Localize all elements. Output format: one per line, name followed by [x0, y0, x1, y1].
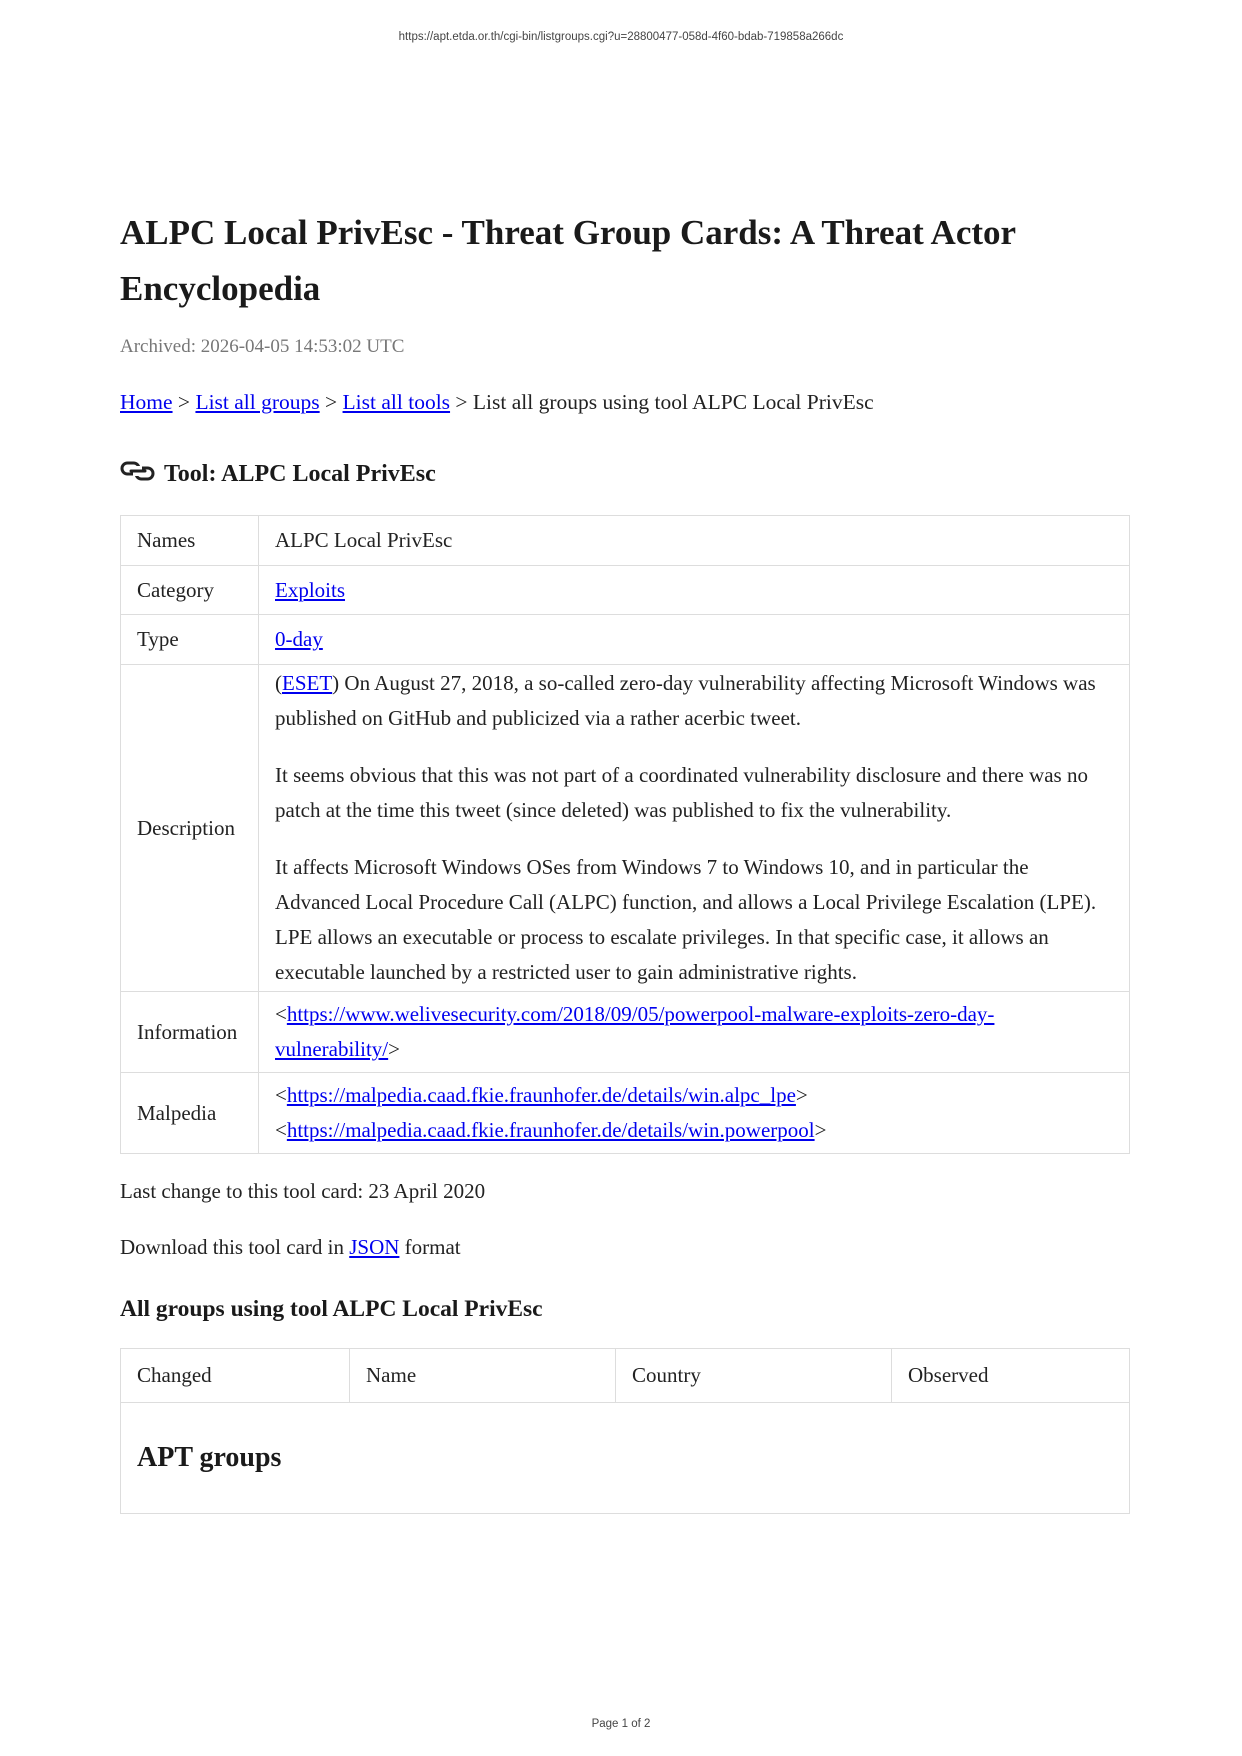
information-link[interactable]: https://www.welivesecurity.com/2018/09/05/powerpool-malware-exploits-zero-day-vulnerability/ — [275, 1002, 995, 1061]
archived-timestamp: Archived: 2026-04-05 14:53:02 UTC — [120, 336, 405, 357]
download-line — [120, 1234, 1130, 1260]
link-icon — [120, 459, 156, 483]
description-paragraph — [275, 666, 1113, 736]
json-download-link[interactable]: JSON — [349, 1235, 400, 1259]
names-value: ALPC Local PrivEsc — [259, 516, 1130, 566]
main-content — [120, 205, 1130, 1514]
tool-info-table — [120, 515, 1130, 1154]
table-row — [121, 665, 1130, 992]
paren: ( — [275, 671, 282, 695]
download-text: Download this tool card in — [120, 1235, 350, 1259]
category-cell — [259, 566, 1130, 615]
last-change-text: Last change to this tool card: 23 April 2020 — [120, 1179, 486, 1203]
url-bracket: > — [795, 1083, 808, 1107]
breadcrumb-groups-link[interactable]: List all groups — [195, 390, 320, 414]
description-label: Description — [121, 665, 259, 992]
category-link[interactable]: Exploits — [275, 577, 346, 602]
malpedia-link[interactable]: https://malpedia.caad.fkie.fraunhofer.de/details/win.alpc_lpe — [286, 1083, 796, 1107]
table-row — [121, 516, 1130, 566]
tool-heading-text: Tool: ALPC Local PrivEsc — [164, 461, 436, 487]
type-cell — [259, 615, 1130, 665]
table-row — [121, 1073, 1130, 1154]
description-cell — [259, 665, 1130, 992]
table-row — [121, 615, 1130, 665]
breadcrumb-current: > List all groups using tool ALPC Local PrivEsc — [450, 390, 874, 414]
column-header-observed[interactable]: Observed — [892, 1349, 1130, 1403]
page-footer: Page 1 of 2 — [591, 1718, 651, 1730]
description-text: ) On August 27, 2018, a so-called zero-day vulnerability affecting Microsoft Windows was published on GitHub and publicized via a rather acerbic tweet. — [275, 671, 1096, 730]
url-bracket: < — [275, 1118, 287, 1142]
page-header-url: https://apt.etda.or.th/cgi-bin/listgroups.cgi?u=28800477-058d-4f60-bdab-719858a266dc — [398, 31, 844, 43]
url-bracket: < — [275, 1002, 287, 1026]
breadcrumb — [120, 389, 1130, 415]
url-bracket: > — [388, 1037, 400, 1061]
table-row — [121, 1403, 1130, 1514]
information-url-line — [275, 997, 1113, 1067]
breadcrumb-separator: > — [319, 390, 343, 414]
eset-source-link[interactable]: ESET — [282, 671, 333, 695]
malpedia-cell — [259, 1073, 1130, 1154]
table-row — [121, 992, 1130, 1073]
type-label: Type — [121, 615, 259, 665]
names-label: Names — [121, 516, 259, 566]
column-header-name[interactable]: Name — [350, 1349, 616, 1403]
malpedia-url-line — [275, 1078, 1113, 1113]
breadcrumb-separator: > — [172, 390, 196, 414]
url-bracket: > — [814, 1118, 827, 1142]
groups-table — [120, 1348, 1130, 1514]
table-row — [121, 566, 1130, 615]
groups-heading: All groups using tool ALPC Local PrivEsc — [120, 1296, 543, 1322]
category-label: Category — [121, 566, 259, 615]
description-paragraph: It affects Microsoft Windows OSes from Windows 7 to Windows 10, and in particular the Advanced Local Procedure Call (ALPC) function, and allows a Local Privilege Escalation (LPE). LPE allows an executable or process to escalate privileges. In that specific case, it allows an executable launched by a restricted user to gain administrative rights. — [275, 855, 1097, 984]
table-header-row — [121, 1349, 1130, 1403]
page-title: ALPC Local PrivEsc - Threat Group Cards: A Threat Actor Encyclopedia — [120, 213, 1016, 308]
malpedia-url-line — [275, 1113, 1113, 1148]
column-header-changed[interactable]: Changed — [121, 1349, 350, 1403]
malpedia-label: Malpedia — [121, 1073, 259, 1154]
information-cell — [259, 992, 1130, 1073]
apt-groups-section: APT groups — [121, 1403, 1130, 1514]
information-label: Information — [121, 992, 259, 1073]
breadcrumb-home-link[interactable]: Home — [120, 390, 173, 414]
breadcrumb-tools-link[interactable]: List all tools — [342, 390, 451, 414]
tool-heading — [120, 459, 1130, 489]
url-bracket: < — [275, 1083, 287, 1107]
type-link[interactable]: 0-day — [275, 627, 323, 651]
column-header-country[interactable]: Country — [616, 1349, 892, 1403]
description-paragraph: It seems obvious that this was not part of a coordinated vulnerability disclosure and there was no patch at the time this tweet (since deleted) was published to fix the vulnerability. — [275, 763, 1088, 822]
download-text: format — [399, 1235, 461, 1259]
malpedia-link[interactable]: https://malpedia.caad.fkie.fraunhofer.de/details/win.powerpool — [286, 1118, 815, 1142]
